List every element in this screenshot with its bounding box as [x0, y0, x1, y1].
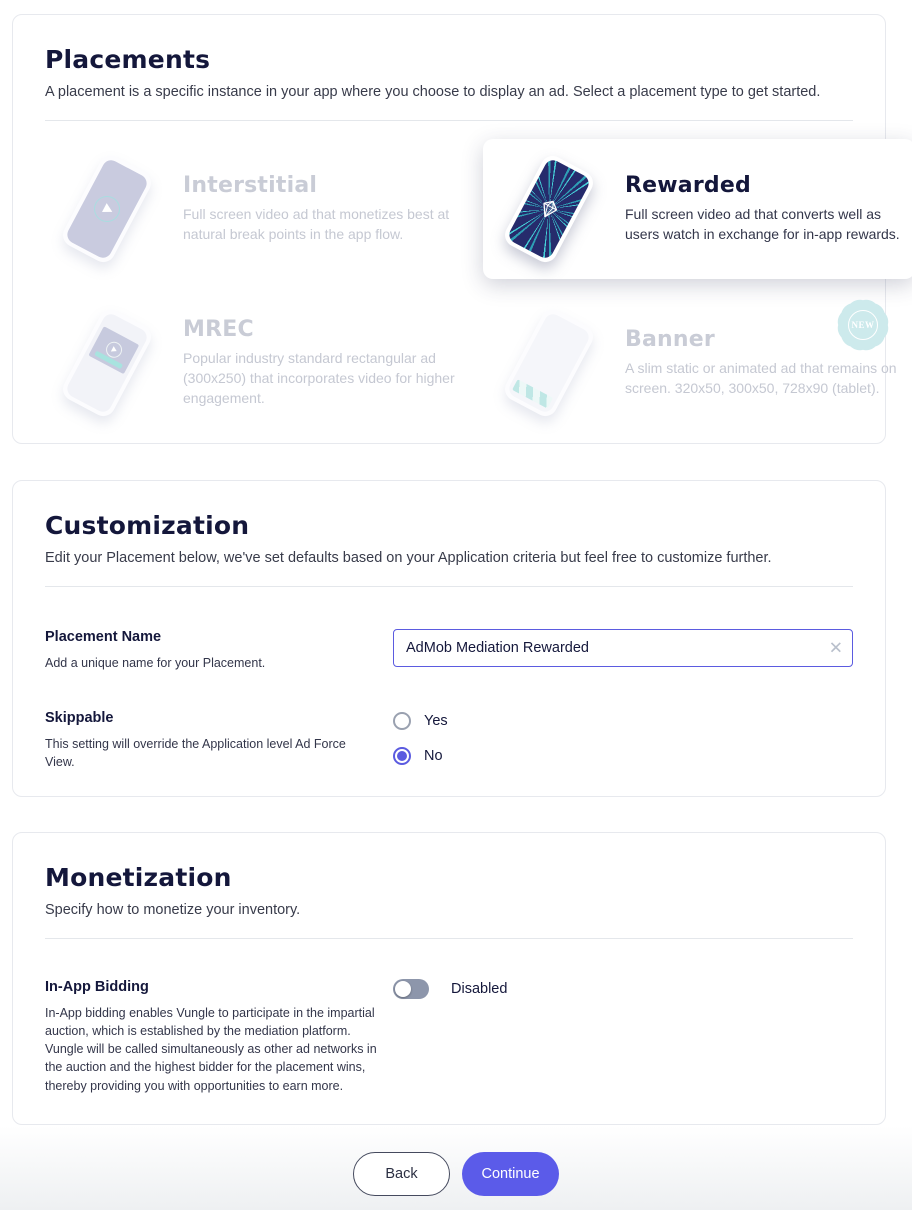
placements-subtitle: A placement is a specific instance in your app where you choose to display an ad. Select a placement type to get started. — [45, 84, 821, 100]
placement-name-input[interactable] — [393, 629, 853, 667]
in-app-bidding-help: In-App bidding enables Vungle to participate in the impartial auction, which is established by the mediation platform. Vungle will be called simultaneously as other ad networks in the auction and the highest bidder for the placement wins, thereby providing you with opportunities to earn more. — [45, 1006, 377, 1093]
customization-title: Customization — [45, 511, 250, 540]
skippable-label: Skippable — [45, 710, 114, 727]
mrec-phone-illustration — [51, 307, 177, 419]
rewarded-phone-illustration — [493, 153, 619, 265]
placement-name-help: Add a unique name for your Placement. — [45, 656, 266, 670]
skippable-help: This setting will override the Application level Ad Force View. — [45, 737, 346, 770]
continue-button[interactable]: Continue — [462, 1152, 559, 1196]
clear-input-icon[interactable]: ✕ — [828, 638, 843, 658]
radio-unselected-icon[interactable] — [393, 712, 411, 730]
interstitial-phone-illustration — [51, 153, 177, 265]
rewarded-description: Full screen video ad that converts well as users watch in exchange for in-app rewards. — [625, 206, 900, 242]
rewarded-title: Rewarded — [625, 173, 751, 199]
placement-option-interstitial[interactable] — [41, 139, 473, 279]
divider — [45, 586, 853, 587]
placements-title: Placements — [45, 45, 211, 74]
banner-phone-illustration — [493, 307, 619, 419]
monetization-title: Monetization — [45, 863, 232, 892]
divider — [45, 938, 853, 939]
placement-option-rewarded[interactable] — [483, 139, 912, 279]
new-badge-label: NEW — [848, 310, 878, 340]
banner-description: A slim static or animated ad that remains on screen. 320x50, 300x50, 728x90 (tablet). — [625, 360, 897, 396]
monetization-card — [12, 832, 886, 1125]
play-icon — [89, 191, 124, 226]
interstitial-description: Full screen video ad that monetizes best at natural break points in the app flow. — [183, 206, 450, 242]
skippable-option-yes[interactable]: Yes — [393, 712, 853, 730]
placement-option-banner[interactable] — [483, 293, 912, 433]
new-badge — [841, 303, 885, 347]
placement-name-label: Placement Name — [45, 629, 162, 645]
back-button[interactable]: Back — [353, 1152, 450, 1196]
interstitial-title: Interstitial — [183, 173, 318, 199]
placements-card — [12, 14, 900, 444]
footer-actions — [0, 1152, 912, 1196]
mrec-title: MREC — [183, 317, 254, 343]
radio-selected-icon[interactable] — [393, 747, 411, 765]
customization-card — [12, 480, 886, 797]
mrec-description: Popular industry standard rectangular ad (300x250) that incorporates video for higher engagement. — [183, 350, 455, 406]
placement-option-mrec[interactable] — [41, 293, 473, 433]
banner-title: Banner — [625, 327, 715, 353]
in-app-bidding-label: In-App Bidding — [45, 979, 149, 995]
skippable-option-no[interactable]: No — [393, 747, 853, 765]
monetization-subtitle: Specify how to monetize your inventory. — [45, 902, 301, 918]
in-app-bidding-state: Disabled — [451, 981, 508, 997]
gem-icon — [531, 191, 566, 226]
customization-subtitle: Edit your Placement below, we've set defaults based on your Application criteria but feel free to customize further. — [45, 550, 772, 566]
placement-type-grid — [13, 121, 900, 459]
in-app-bidding-toggle[interactable] — [393, 979, 429, 999]
